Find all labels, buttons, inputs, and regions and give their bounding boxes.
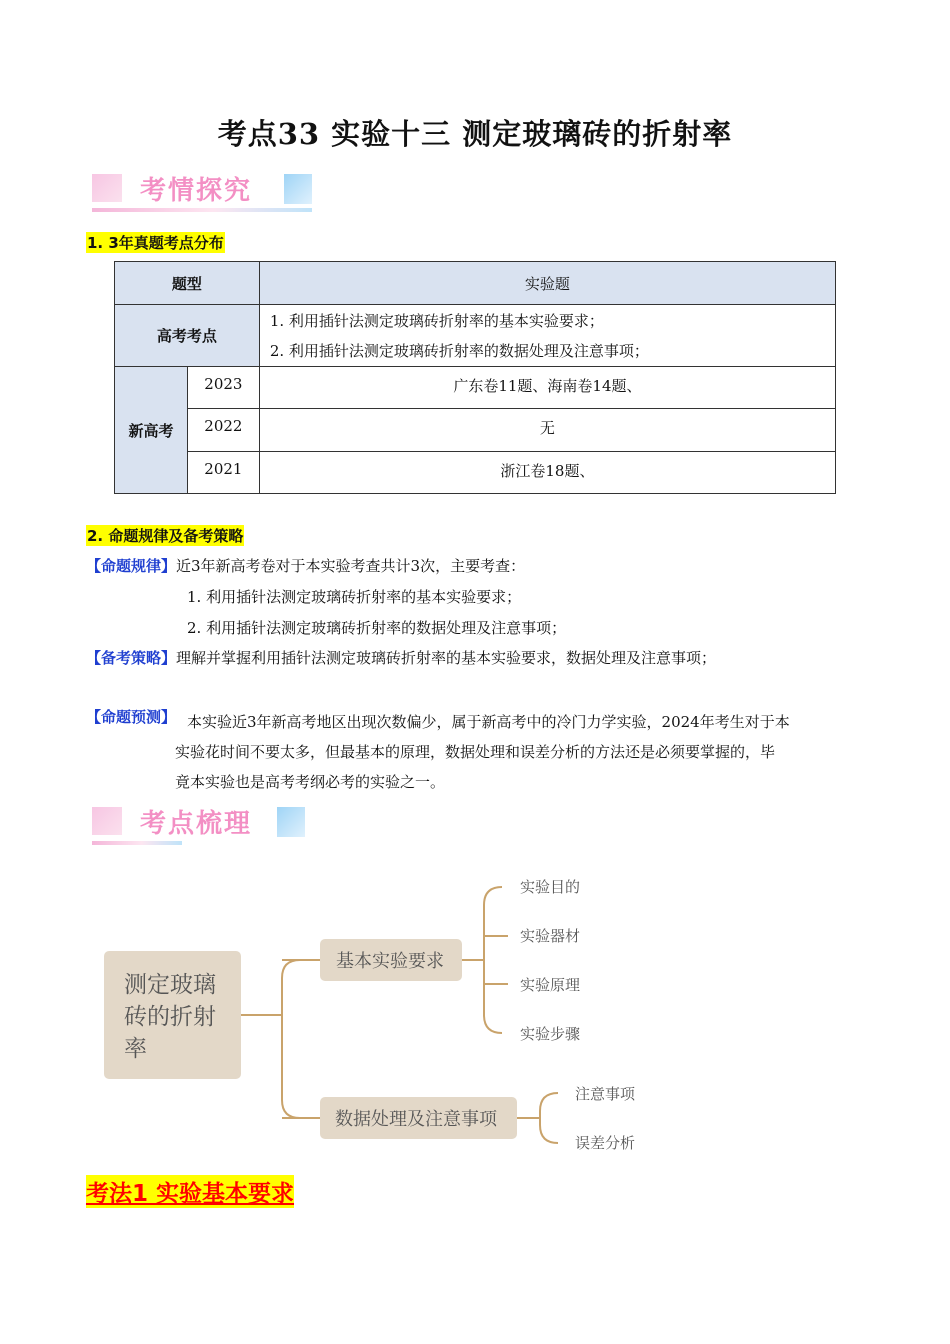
section-banner-exam-analysis — [92, 170, 322, 214]
mindmap-leaf: 实验步骤 — [520, 1025, 581, 1043]
banner-title: 考点梳理 — [140, 809, 253, 839]
predict-line: 本实验近3年新高考地区出现次数偏少，属于新高考中的冷门力学实验，2024年考生对于本 — [187, 713, 790, 731]
section-banner-knowledge-map — [92, 803, 322, 847]
mindmap-leaf: 实验器材 — [520, 927, 581, 945]
predict-line: 实验花时间不要太多，但最基本的原理，数据处理和误差分析的方法还是必须要掌握的，毕 — [175, 743, 776, 761]
table-year: 2021 — [187, 452, 259, 494]
mindmap-root-line: 测定玻璃 — [124, 972, 216, 998]
predict-line: 竟本实验也是高考考纲必考的实验之一。 — [175, 773, 446, 791]
strategy-heading: 2. 命题规律及备考策略 — [87, 527, 244, 545]
table-label-exam-points: 高考考点 — [115, 305, 260, 367]
mindmap-leaf: 实验原理 — [520, 976, 581, 994]
mindmap-root-line: 砖的折射 — [124, 1004, 216, 1030]
page-title: 考点33 实验十三 测定玻璃砖的折射率 — [217, 117, 733, 151]
mindmap — [0, 860, 950, 1180]
strategy-tag: 【备考策略】 — [86, 649, 177, 667]
table-year: 2023 — [187, 367, 259, 409]
mindmap-leaf: 实验目的 — [520, 878, 581, 896]
exam-distribution-table — [114, 261, 836, 494]
rule-item: 2. 利用插针法测定玻璃砖折射率的数据处理及注意事项； — [187, 619, 567, 637]
table-row — [115, 409, 836, 452]
distribution-heading: 1. 3年真题考点分布 — [87, 234, 224, 252]
table-row — [115, 262, 836, 305]
banner-decoration-right — [277, 807, 305, 837]
rule-paragraph — [86, 556, 525, 576]
table-row — [115, 367, 836, 409]
banner-decoration-right — [284, 174, 312, 204]
banner-decoration-left — [92, 807, 122, 835]
predict-paragraph — [175, 707, 790, 797]
table-row — [115, 452, 836, 494]
mindmap-branch-data: 数据处理及注意事项 — [335, 1109, 497, 1130]
table-header-type: 题型 — [115, 262, 260, 305]
table-year: 2022 — [187, 409, 259, 452]
strategy-text: 理解并掌握利用插针法测定玻璃砖折射率的基本实验要求，数据处理及注意事项； — [176, 649, 717, 667]
banner-underline — [92, 208, 312, 212]
strategy-paragraph — [86, 648, 716, 668]
exam-point-line: 2. 利用插针法测定玻璃砖折射率的数据处理及注意事项； — [269, 341, 649, 360]
table-row — [115, 305, 836, 367]
rule-item: 1. 利用插针法测定玻璃砖折射率的基本实验要求； — [187, 588, 522, 606]
table-year-value: 无 — [259, 409, 835, 452]
rule-text: 近3年新高考卷对于本实验考查共计3次，主要考查： — [176, 557, 526, 575]
rule-tag: 【命题规律】 — [86, 557, 177, 575]
mindmap-leaf: 注意事项 — [575, 1085, 636, 1103]
table-year-value: 浙江卷18题、 — [259, 452, 835, 494]
predict-tag: 【命题预测】 — [86, 708, 177, 726]
table-label-new-gaokao: 新高考 — [115, 367, 188, 494]
banner-decoration-left — [92, 174, 122, 202]
banner-title: 考情探究 — [140, 176, 253, 206]
mindmap-root-line: 率 — [124, 1036, 147, 1062]
table-year-value: 广东卷11题、海南卷14题、 — [259, 367, 835, 409]
exam-point-line: 1. 利用插针法测定玻璃砖折射率的基本实验要求； — [269, 311, 604, 330]
method-heading: 考法1 实验基本要求 — [86, 1175, 294, 1208]
banner-underline — [92, 841, 182, 845]
mindmap-leaf: 误差分析 — [575, 1134, 636, 1152]
mindmap-branch-basic: 基本实验要求 — [336, 951, 444, 972]
table-header-value: 实验题 — [259, 262, 835, 305]
table-cell-exam-points — [259, 305, 835, 367]
